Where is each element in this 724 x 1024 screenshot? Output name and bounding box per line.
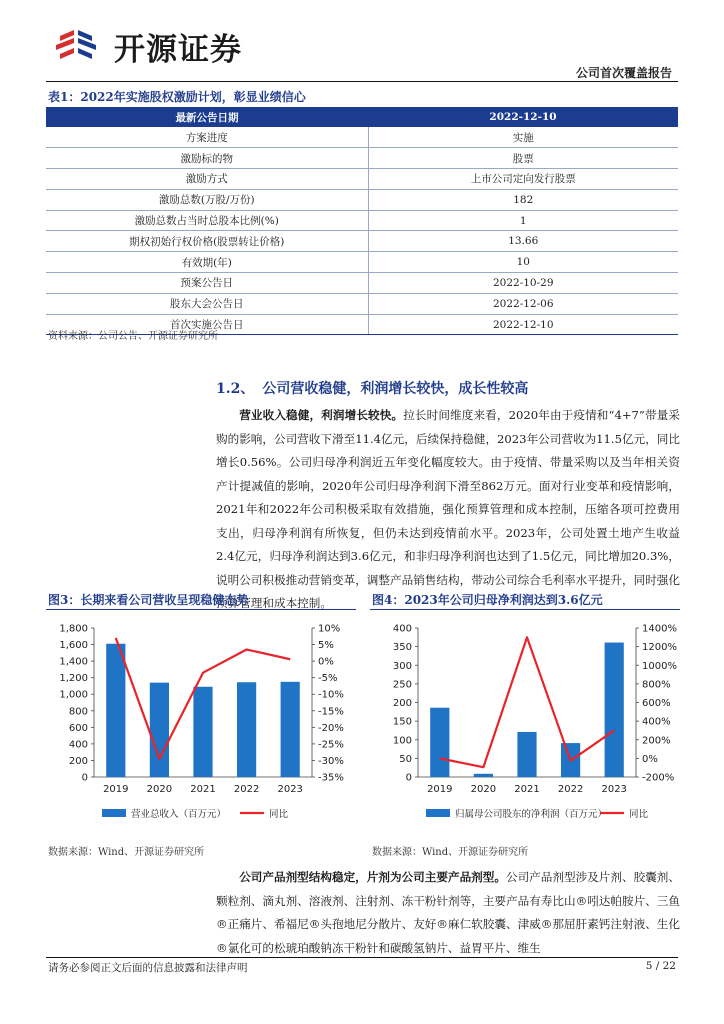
- bar-2020: [474, 774, 493, 777]
- bar-2022: [237, 682, 256, 777]
- paragraph-revenue: [216, 404, 680, 616]
- bar-2021: [517, 732, 536, 777]
- row-value: 2022-12-10: [368, 314, 678, 335]
- row-label: 方案进度: [46, 127, 368, 148]
- table-header-value: 2022-12-10: [368, 107, 678, 127]
- right-tick-label: 0%: [318, 656, 334, 668]
- right-tick-label: 400%: [642, 716, 671, 728]
- left-tick-label: 800: [68, 706, 88, 718]
- table-header-label: 最新公告日期: [46, 107, 368, 127]
- left-tick-label: 400: [68, 739, 88, 751]
- left-tick-label: 600: [68, 722, 88, 734]
- left-tick-label: 300: [392, 660, 412, 672]
- left-tick-label: 1,200: [59, 673, 88, 685]
- right-tick-label: -10%: [318, 689, 344, 701]
- left-tick-label: 200: [68, 755, 88, 767]
- table-row: [46, 169, 678, 190]
- bar-2023: [605, 643, 624, 777]
- paragraph-body: 拉长时间维度来看，2020年由于疫情和“4+7”带量采购的影响，公司营收下滑至11.4亿元，后续保持稳健，2023年公司营收为11.5亿元，同比增长0.56%。公司归母净利润近五年变化幅度较大。由于疫情、带量采购以及当年相关资产计提减值的影响，2020年公司归母净利润下滑至862万元。面对行业变革和疫情影响，2021年和2022年公司积极采取有效措施，强化预算管理和成本控制，压缩各项可控费用支出，归母净利润有所恢复，但仍未达到疫情前水平。2023年，公司处置土地产生收益2.4亿元，归母净利润达到3.6亿元，和非归母净利润也达到了1.5亿元，同比增加20.3%，说明公司积极推动营销变革，调整产品销售结构，带动公司综合毛利率水平提升，同时强化预算管理和成本控制。: [216, 408, 680, 610]
- right-tick-label: 1200%: [642, 642, 677, 654]
- x-tick-label: 2019: [427, 784, 453, 795]
- row-label: 股东大会公告日: [46, 293, 368, 314]
- right-tick-label: 0%: [642, 753, 658, 765]
- company-logo: [52, 18, 272, 68]
- right-tick-label: 1000%: [642, 660, 677, 672]
- bar-2023: [281, 682, 300, 777]
- row-label: 激励总数占当时总股本比例(%): [46, 210, 368, 231]
- row-value: 股票: [368, 148, 678, 169]
- bar-2019: [430, 708, 449, 777]
- table-source-note: 资料来源：公司公告、开源证券研究所: [48, 331, 218, 342]
- disclaimer: 请务必参阅正文后面的信息披露和法律声明: [48, 962, 248, 974]
- row-value: 10: [368, 252, 678, 273]
- paragraph-products: [216, 866, 680, 960]
- x-tick-label: 2022: [557, 784, 584, 795]
- left-tick-label: 50: [399, 753, 412, 765]
- right-tick-label: -15%: [318, 706, 344, 718]
- section-title: 公司营收稳健，利润增长较快，成长性较高: [262, 381, 529, 397]
- row-value: 2022-12-06: [368, 293, 678, 314]
- legend-bar-swatch: [426, 809, 450, 817]
- bar-2021: [193, 687, 212, 777]
- row-value: 2022-10-29: [368, 273, 678, 294]
- left-tick-label: 1,400: [59, 656, 88, 668]
- net-profit-chart: [368, 612, 683, 837]
- x-tick-label: 2022: [233, 784, 260, 795]
- right-tick-label: 10%: [318, 623, 341, 635]
- row-label: 预案公告日: [46, 273, 368, 294]
- left-tick-label: 1,000: [59, 689, 88, 701]
- row-label: 激励总数(万股/万份): [46, 189, 368, 210]
- paragraph-lead: 营业收入稳健，利润增长较快。: [239, 408, 404, 422]
- report-type: 公司首次覆盖报告: [575, 66, 672, 80]
- revenue-chart: [44, 612, 359, 837]
- left-tick-label: 150: [392, 716, 412, 728]
- legend-bar-label: 营业总收入（百万元）: [131, 809, 227, 820]
- right-tick-label: 800%: [642, 679, 671, 691]
- row-label: 激励标的物: [46, 148, 368, 169]
- right-tick-label: -25%: [318, 739, 344, 751]
- left-tick-label: 0: [405, 772, 412, 784]
- x-tick-label: 2020: [470, 784, 497, 795]
- right-tick-label: -5%: [318, 673, 338, 685]
- row-value: 上市公司定向发行股票: [368, 169, 678, 190]
- x-tick-label: 2021: [514, 784, 540, 795]
- table-row: [46, 273, 678, 294]
- bar-2019: [106, 644, 125, 777]
- x-tick-label: 2019: [103, 784, 129, 795]
- x-tick-label: 2020: [146, 784, 173, 795]
- figure3-divider: [46, 609, 356, 610]
- right-tick-label: -200%: [642, 772, 675, 784]
- left-tick-label: 400: [392, 623, 412, 635]
- row-value: 182: [368, 189, 678, 210]
- bar-2020: [150, 683, 169, 777]
- figure4-source-note: 数据来源：Wind、开源证券研究所: [372, 847, 529, 858]
- table-title: 表1：2022年实施股权激励计划，彰显业绩信心: [48, 90, 306, 104]
- page-number: 5 / 22: [645, 960, 676, 972]
- row-label: 首次实施公告日: [46, 314, 368, 335]
- row-label: 激励方式: [46, 169, 368, 190]
- table-row: [46, 231, 678, 252]
- x-tick-label: 2023: [601, 784, 627, 795]
- figure4-title: 图4：2023年公司归母净利润达到3.6亿元: [372, 593, 603, 607]
- legend-line-label: 同比: [629, 809, 649, 820]
- footer-divider: [46, 957, 678, 958]
- row-value: 13.66: [368, 231, 678, 252]
- left-tick-label: 350: [392, 642, 412, 654]
- left-tick-label: 250: [392, 679, 412, 691]
- left-tick-label: 200: [392, 698, 412, 709]
- right-tick-label: -20%: [318, 722, 344, 734]
- right-tick-label: 200%: [642, 735, 671, 747]
- right-tick-label: 5%: [318, 640, 334, 652]
- legend-line-label: 同比: [269, 809, 289, 820]
- paragraph-body: 公司产品剂型涉及片剂、胶囊剂、颗粒剂、滴丸剂、溶液剂、注射剂、冻干粉针剂等，主要产品有寿比山®吲达帕胺片、三鱼®正痛片、希福尼®头孢地尼分散片、友好®麻仁软胶囊、津威®那屈肝素钙注射液、生化®氯化可的松琥珀酸钠冻干粉针和碳酸氢钠片、益胃平片、维生: [216, 870, 680, 955]
- x-tick-label: 2023: [277, 784, 303, 795]
- figure4-divider: [370, 609, 680, 610]
- row-label: 期权初始行权价格(股票转让价格): [46, 231, 368, 252]
- row-value: 1: [368, 210, 678, 231]
- figure3-title: 图3：长期来看公司营收呈现稳健态势: [48, 593, 249, 607]
- logo-mark-icon: [52, 26, 114, 66]
- logo-text: 开源证券: [114, 32, 242, 68]
- left-tick-label: 0: [81, 772, 88, 784]
- table-row: [46, 293, 678, 314]
- legend-bar-swatch: [102, 809, 126, 817]
- x-tick-label: 2021: [190, 784, 216, 795]
- left-tick-label: 1,600: [59, 640, 88, 652]
- table-row: [46, 189, 678, 210]
- table-header-row: [46, 107, 678, 127]
- table-row: [46, 252, 678, 273]
- row-value: 实施: [368, 127, 678, 148]
- right-tick-label: -35%: [318, 772, 344, 784]
- right-tick-label: -30%: [318, 755, 344, 767]
- row-label: 有效期(年): [46, 252, 368, 273]
- table-row: [46, 148, 678, 169]
- header-divider: [46, 81, 678, 82]
- incentive-plan-table: [46, 107, 678, 335]
- table-row: [46, 210, 678, 231]
- right-tick-label: 1400%: [642, 623, 677, 635]
- left-tick-label: 1,800: [59, 623, 88, 635]
- section-heading: [216, 378, 528, 398]
- left-tick-label: 100: [392, 735, 412, 747]
- table-row: [46, 127, 678, 148]
- right-tick-label: 600%: [642, 698, 671, 709]
- paragraph-lead: 公司产品剂型结构稳定，片剂为公司主要产品剂型。: [239, 870, 506, 884]
- figure3-source-note: 数据来源：Wind、开源证券研究所: [48, 847, 205, 858]
- section-number: 1.2、: [216, 381, 255, 397]
- legend-bar-label: 归属母公司股东的净利润（百万元）: [455, 809, 608, 820]
